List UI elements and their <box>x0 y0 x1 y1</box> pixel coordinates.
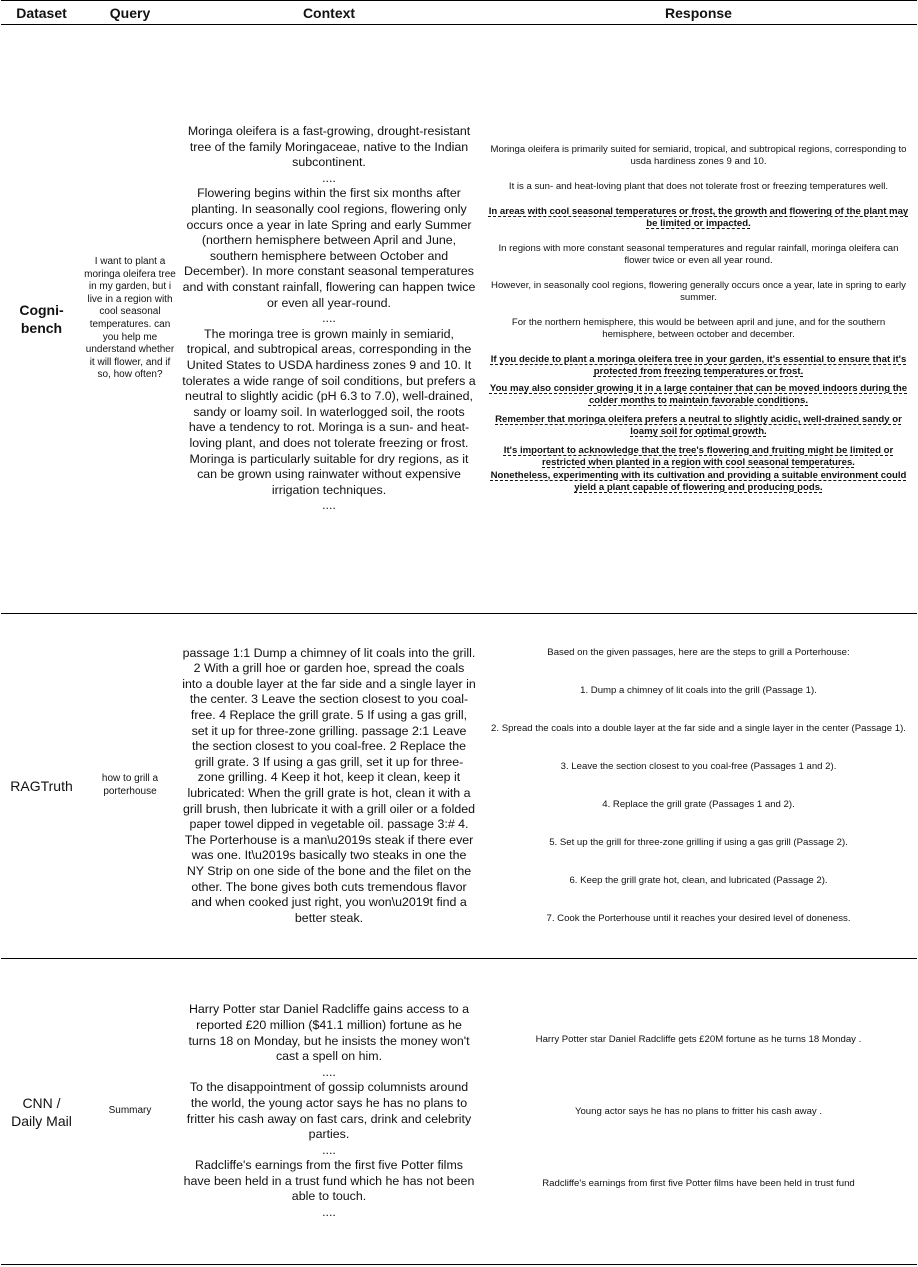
context-ellipsis: .... <box>322 170 336 185</box>
response-sentence: 2. Spread the coals into a double layer at the far side and a single layer in the center (Passage 1). <box>491 723 906 734</box>
context-cell <box>178 25 480 614</box>
context-ellipsis: .... <box>322 1142 336 1157</box>
response-sentence: 7. Cook the Porterhouse until it reaches your desired level of doneness. <box>546 913 851 924</box>
context-paragraph: Moringa oleifera is a fast-growing, drought-resistant tree of the family Moringaceae, native to the Indian subcontinent. <box>187 124 471 170</box>
response-sentence-highlighted: In areas with cool seasonal temperatures or frost, the growth and flowering of the plant may be limited or impacted. <box>488 206 909 229</box>
response-sentence: Based on the given passages, here are the steps to grill a Porterhouse: <box>547 647 850 658</box>
context-cell <box>178 614 480 959</box>
response-sentence: Young actor says he has no plans to fritter his cash away . <box>574 1105 823 1117</box>
comparison-table <box>1 0 917 1265</box>
header-response: Response <box>480 1 917 25</box>
header-context: Context <box>178 1 480 25</box>
context-cell <box>178 959 480 1265</box>
context-paragraph: Flowering begins within the first six months after planting. In seasonally cool regions, flowering only occurs once a year in late Spring and early Summer (northern hemisphere between April and June, southern hemisphere between October and December). In more constant seasonal temperatures and with constant rainfall, flowering can happen twice or even all year-round. <box>182 186 476 310</box>
dataset-cell: RAGTruth <box>1 614 82 959</box>
response-sentence: 6. Keep the grill grate hot, clean, and lubricated (Passage 2). <box>569 875 828 886</box>
context-ellipsis: .... <box>322 1064 336 1079</box>
response-cell <box>480 614 917 959</box>
response-sentence: 1. Dump a chimney of lit coals into the grill (Passage 1). <box>580 685 817 696</box>
context-paragraph: To the disappointment of gossip columnists around the world, the young actor says he has no plans to fritter his cash away on fast cars, drink and celebrity parties. <box>186 1080 472 1142</box>
context-ellipsis: .... <box>322 1205 336 1220</box>
query-cell: how to grill a porterhouse <box>82 614 178 959</box>
table-row <box>1 959 917 1265</box>
context-ellipsis: .... <box>322 498 336 513</box>
response-sentence: For the northern hemisphere, this would be between april and june, and for the southern hemisphere, between october and december. <box>511 317 886 340</box>
context-paragraph: The moringa tree is grown mainly in semiarid, tropical, and subtropical areas, corresponding in the United States to USDA hardiness zones 9 and 10. It tolerates a wide range of soil conditions, but prefers a neutral to slightly acidic (pH 6.3 to 7.0), well-drained, sandy or loamy soil. In waterlogged soil, the roots have a tendency to rot. Moringa is a sun- and heat-loving plant, and does not tolerate freezing or frost. Moringa is particularly suitable for dry regions, as it can be grown using rainwater without expensive irrigation techniques. <box>182 326 476 497</box>
response-sentence-highlighted: You may also consider growing it in a large container that can be moved indoors during the colder months to maintain favorable conditions. <box>489 383 908 406</box>
response-sentence-highlighted: Nonetheless, experimenting with its cultivation and providing a suitable environment could yield a plant capable of flowering and producing pods. <box>490 470 907 493</box>
query-cell: Summary <box>82 959 178 1265</box>
table-row <box>1 25 917 614</box>
header-row <box>1 1 917 25</box>
dataset-cell: Cogni- bench <box>1 25 82 614</box>
response-sentence: 4. Replace the grill grate (Passages 1 and 2). <box>602 799 795 810</box>
response-sentence: Radcliffe's earnings from first five Potter films have been held in trust fund <box>542 1177 855 1189</box>
response-sentence: 3. Leave the section closest to you coal-free (Passages 1 and 2). <box>560 761 837 772</box>
response-sentence: 5. Set up the grill for three-zone grilling if using a gas grill (Passage 2). <box>549 837 848 848</box>
response-sentence: However, in seasonally cool regions, flowering generally occurs once a year, late in spring to early summer. <box>491 280 906 303</box>
dataset-cell: CNN / Daily Mail <box>1 959 82 1265</box>
response-sentence-highlighted: If you decide to plant a moringa oleifera tree in your garden, it's essential to ensure that it's protected from freezing temperatures or frost. <box>490 354 907 377</box>
context-paragraph: passage 1:1 Dump a chimney of lit coals into the grill. 2 With a grill hoe or garden hoe, spread the coals into a double layer at the far side and a single layer in the center. 3 Leave the section closest to you coal-free. 4 Replace the grill grate. 5 If using a gas grill, set it up for three-zone grilling. passage 2:1 Leave the section closest to you coal-free. 2 Replace the grill grate. 3 If using a gas grill, set it up for three-zone grilling. 4 Keep it hot, keep it clean, keep it lubricated: When the grill grate is hot, clean it with a grill brush, then lubricate it with a grill oiler or a folded paper towel dipped in vegetable oil. passage 3:# 4. The Porterhouse is a man\u2019s steak if there ever was one. It\u2019s basically two steaks in one the NY Strip on one side of the bone and the filet on the other. The bone gives both cuts tremendous flavor and when cooked just right, you won\u2019t find a better steak. <box>182 645 476 925</box>
header-dataset: Dataset <box>1 1 82 25</box>
response-cell <box>480 959 917 1265</box>
query-cell: I want to plant a moringa oleifera tree in my garden, but i live in a region with cool seasonal temperatures. can you help me understand whether it will flower, and if so, how often? <box>82 25 178 614</box>
header-query: Query <box>82 1 178 25</box>
context-paragraph: Radcliffe's earnings from the first five Potter films have been held in a trust fund which he has not been able to touch. <box>183 1158 475 1204</box>
context-ellipsis: .... <box>322 311 336 326</box>
response-sentence: Moringa oleifera is primarily suited for semiarid, tropical, and subtropical regions, corresponding to usda hardiness zones 9 and 10. <box>490 144 907 167</box>
response-sentence-highlighted: Remember that moringa oleifera prefers a neutral to slightly acidic, well-drained sandy or loamy soil for optimal growth. <box>495 414 902 437</box>
context-paragraph: Harry Potter star Daniel Radcliffe gains access to a reported £20 million ($41.1 million) fortune as he turns 18 on Monday, but he insists the money won't cast a spell on him. <box>188 1002 470 1064</box>
response-sentence: In regions with more constant seasonal temperatures and regular rainfall, moringa oleifera can flower twice or even all year round. <box>498 243 899 266</box>
response-sentence-highlighted: It's important to acknowledge that the tree's flowering and fruiting might be limited or restricted when planted in a region with cool seasonal temperatures. <box>503 445 894 468</box>
table-row <box>1 614 917 959</box>
response-cell <box>480 25 917 614</box>
response-sentence: Harry Potter star Daniel Radcliffe gets £20M fortune as he turns 18 Monday . <box>535 1033 862 1045</box>
response-sentence: It is a sun- and heat-loving plant that does not tolerate frost or freezing temperatures well. <box>508 181 889 192</box>
